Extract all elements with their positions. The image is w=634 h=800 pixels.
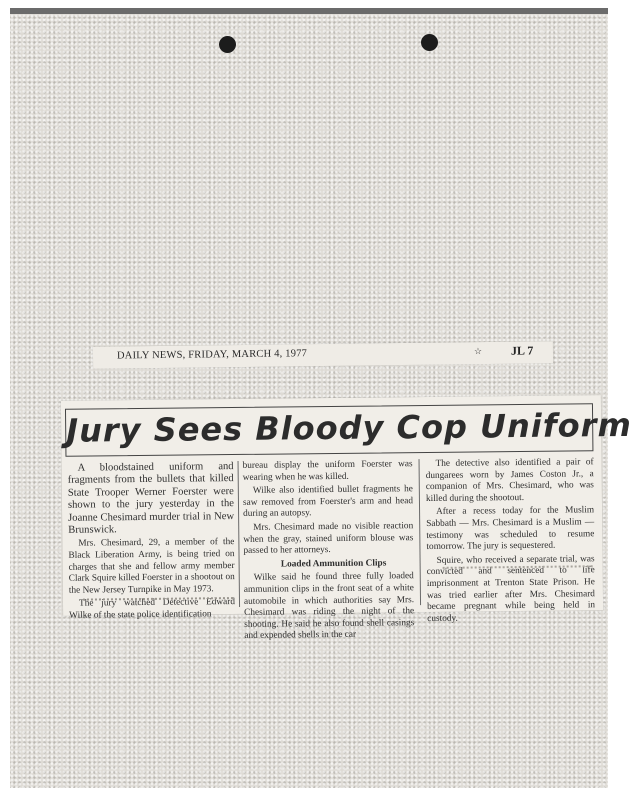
column-rule — [238, 461, 241, 607]
article-column-3 — [425, 457, 596, 624]
punch-hole-left — [219, 36, 236, 53]
column-rule — [419, 459, 422, 605]
headline-box — [65, 403, 632, 457]
paragraph: The jury watched Detective Edward Wilke of the state police identification — [69, 597, 236, 621]
page-number: JL 7 — [510, 343, 534, 358]
paragraph: A bloodstained uniform and fragments from the bullets that killed State Trooper Werner Foerster were shown to the jury yesterday in the Joanne Chesimard murder trial in New Brunswick. — [67, 461, 235, 536]
subheading: Loaded Ammunition Clips — [280, 558, 387, 570]
paragraph: Wilke said he found three fully loaded ammunition clips in the front seat of a white automobile in which authorities say Mrs. Chesimard was riding the night of the shooting. He said he also found shell casings and expended shells in the car — [243, 571, 415, 642]
article-column-1 — [67, 461, 236, 621]
paragraph: bureau display the uniform Foerster was wearing when he was killed. — [242, 459, 413, 483]
paragraph: Mrs. Chesimard made no visible reaction when the gray, stained uniform blouse was passed to her attorneys. — [243, 521, 414, 557]
article-column-2 — [242, 459, 415, 642]
punch-hole-right — [421, 34, 438, 51]
faded-print-line — [83, 597, 233, 607]
paragraph: Squire, who received a separate trial, was convicted and sentenced to life imprisonment at Trenton State Prison. He was tried earlier after Mrs. Chesimard became pregnant while being held in custody. — [426, 554, 596, 624]
paragraph: The detective also identified a pair of dungarees worn by James Coston Jr., a companion of Mrs. Chesimard, who was killed during the shootout. — [425, 457, 594, 504]
paragraph: After a recess today for the Muslim Sabbath — Mrs. Chesimard is a Muslim — testimony was scheduled to resume tomorrow. The jury is sequestered. — [426, 505, 595, 553]
paragraph: Mrs. Chesimard, 29, a member of the Black Liberation Army, is being tried on charges that she and fellow army member Clark Squire killed Foerster in a shootout on the New Jersey Turnpike in May 1973. — [68, 537, 235, 596]
article-clipping — [61, 395, 632, 642]
headline: Jury Sees Bloody Cop Uniform — [66, 405, 632, 450]
dateline-text: DAILY NEWS, FRIDAY, MARCH 4, 1977 — [116, 348, 308, 362]
star-icon: ☆ — [473, 346, 483, 357]
faded-print-line — [443, 565, 593, 575]
paragraph: Wilke also identified bullet fragments he saw removed from Foerster's arm and head during an autopsy. — [242, 484, 414, 520]
